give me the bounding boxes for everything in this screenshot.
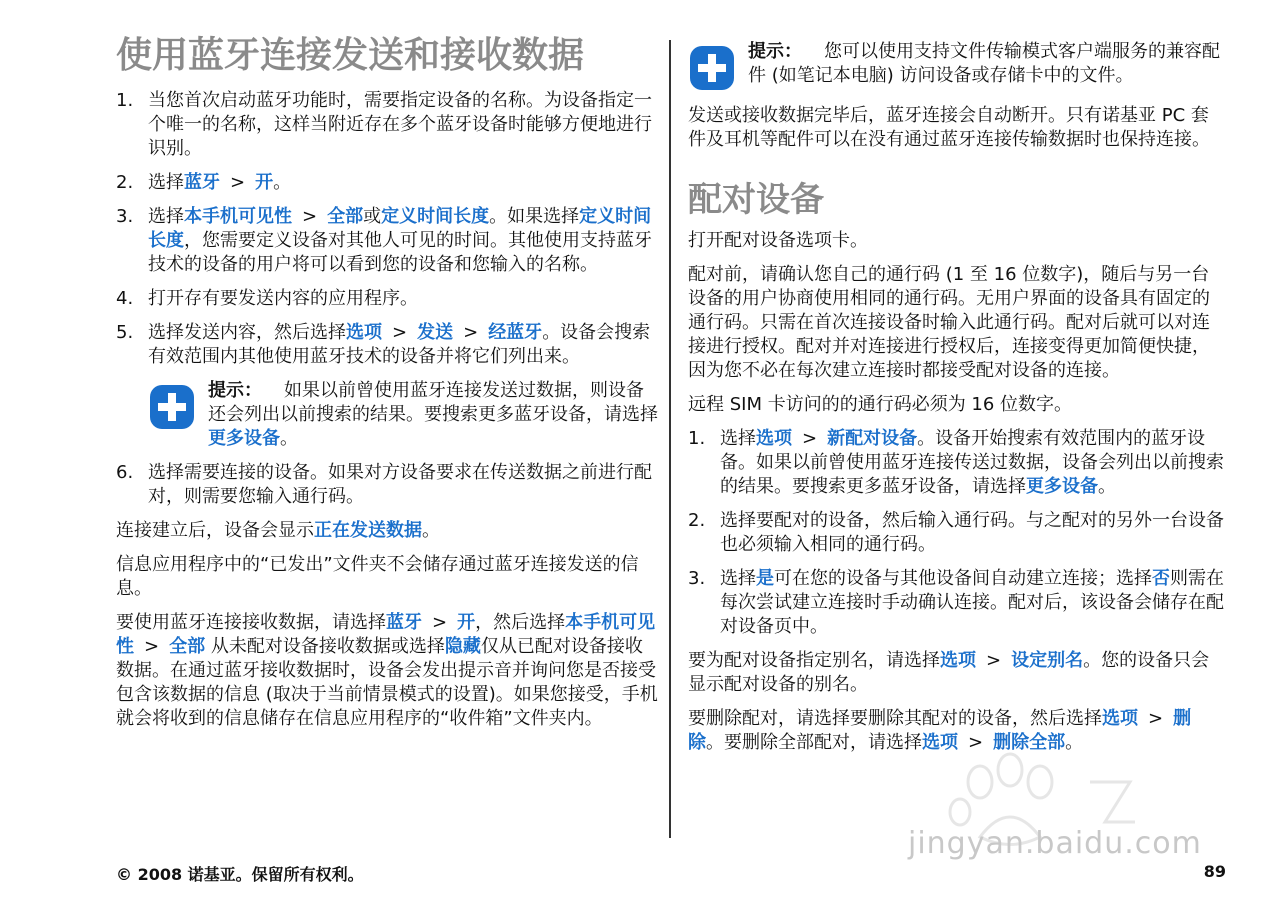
menu-link-options-2: 选项 [940,649,976,671]
tip-box-left: 提示： 如果以前曾使用蓝牙连接发送过数据，则设备还会列出以前搜索的结果。要搜索更多蓝牙设备，请选择更多设备。 [148,379,658,451]
menu-link-options-3: 选项 [1102,707,1138,729]
menu-link-options: 选项 [346,322,382,344]
menu-link-define-period: 定义时间长度 [381,206,490,228]
menu-link-bluetooth-2: 蓝牙 [386,612,422,634]
menu-link-options-4: 选项 [922,731,958,753]
paragraph-passcode: 配对前，请确认您自己的通行码 (1 至 16 位数字)，随后与另一台设备的用户协商使用相同的通行码。无用户界面的设备具有固定的通行码。只需在首次连接设备时输入此通行码。配对后就可以对连接进行授权。配对并对连接进行授权后，连接变得更加简便快捷，因为您不必在每次建立连接时都接受配对设备的连接。 [688,263,1210,381]
pair-step-1: 1. 选择选项 > 新配对设备。设备开始搜索有效范围内的蓝牙设备。如果以前曾使用蓝牙连接传送过数据，设备会列出以前搜索的结果。要搜索更多蓝牙设备，请选择更多设备。 [688,427,1224,497]
right-column [688,38,1226,765]
paragraph-sent-folder: 信息应用程序中的“已发出”文件夹不会储存通过蓝牙连接发送的信息。 [116,554,639,600]
footer-copyright: © 2008 诺基亚。保留所有权利。 [116,865,364,884]
menu-link-more-devices: 更多设备 [208,428,280,450]
step-1: 1. 当您首次启动蓝牙功能时，需要指定设备的名称。为设备指定一个唯一的名称，这样当附近存在多个蓝牙设备时能够方便地进行识别。 [116,90,652,160]
menu-link-delete: 删除 [688,707,1192,753]
column-divider [669,40,671,838]
paragraph-delete-pairing: 要删除配对，请选择要删除其配对的设备，然后选择选项 > 删除。要删除全部配对，请选择选项 > 删除全部。 [688,707,1192,753]
menu-link-set-alias: 设定别名 [1011,649,1084,671]
menu-link-phone-visibility-2: 本手机可见性 [116,612,656,658]
menu-link-hidden: 隐藏 [444,636,481,658]
option-no: 否 [1152,567,1170,589]
tip-plus-icon [148,383,196,431]
tip-plus-icon [688,44,736,92]
tip-label: 提示： [208,380,262,402]
menu-link-phone-visibility: 本手机可见性 [184,206,292,228]
left-column [116,34,658,741]
menu-link-on: 开 [255,172,274,194]
page-number: 89 [1203,862,1226,881]
menu-link-options: 选项 [756,427,792,449]
menu-link-all: 全部 [327,206,364,228]
status-sending-data: 正在发送数据 [314,520,422,542]
menu-link-all-2: 全部 [169,636,206,658]
watermark-text: jingyan.baidu.com [908,826,1202,861]
menu-link-on-2: 开 [457,612,476,634]
step-3: 3. 选择本手机可见性 > 全部或定义时间长度。如果选择定义时间长度，您需要定义设备对其他人可见的时间。其他使用支持蓝牙技术的设备的用户将可以看到您的设备和您输入的名称。 [116,206,652,276]
paragraph-alias: 要为配对设备指定别名，请选择选项 > 设定别名。您的设备只会显示配对设备的别名。 [688,649,1210,695]
menu-link-more-devices-2: 更多设备 [1026,475,1098,497]
paragraph-auto-disconnect: 发送或接收数据完毕后，蓝牙连接会自动断开。只有诺基亚 PC 套件及耳机等配件可以在没有通过蓝牙连接传输数据时也保持连接。 [688,105,1210,150]
menu-link-via-bluetooth: 经蓝牙 [488,322,543,344]
menu-link-delete-all: 删除全部 [993,731,1066,753]
paragraph-receive-data: 要使用蓝牙连接接收数据，请选择蓝牙 > 开，然后选择本手机可见性 > 全部 从未配对设备接收数据或选择隐藏仅从已配对设备接收数据。在通过蓝牙接收数据时，设备会发出提示音并询问您是否接受包含该数据的信息 (取决于当前情景模式的设置)。如果您接受，手机就会将收到的信息储存在信息应用程序的“收件箱”文件夹内。 [116,612,658,730]
tip-label: 提示： [748,41,802,62]
step-4: 4. 打开存有要发送内容的应用程序。 [116,288,418,310]
paragraph-sending-data: 连接建立后，设备会显示正在发送数据。 [116,520,440,542]
tip-box-right: 提示： 您可以使用支持文件传输模式客户端服务的兼容配件 (如笔记本电脑) 访问设备或存储卡中的文件。 [688,40,1226,92]
step-5: 5. 选择发送内容，然后选择选项 > 发送 > 经蓝牙。设备会搜索有效范围内其他使用蓝牙技术的设备并将它们列出来。 [116,322,651,368]
option-yes: 是 [756,567,774,589]
menu-link-bluetooth: 蓝牙 [184,172,220,194]
paragraph-sim-passcode: 远程 SIM 卡访问的的通行码必须为 16 位数字。 [688,393,1073,415]
pair-step-2: 2. 选择要配对的设备，然后输入通行码。与之配对的另外一台设备也必须输入相同的通行码。 [688,509,1224,555]
menu-link-send: 发送 [417,322,454,344]
section-title-bluetooth-transfer: 使用蓝牙连接发送和接收数据 [116,35,585,76]
pair-step-3: 3. 选择是可在您的设备与其他设备间自动建立连接；选择否则需在每次尝试建立连接时手动确认连接。配对后，该设备会储存在配对设备页中。 [688,567,1224,637]
menu-link-define-period-2: 定义时间长度 [148,206,652,252]
step-2: 2. 选择蓝牙 > 开。 [116,172,292,194]
paragraph-open-tab: 打开配对设备选项卡。 [688,229,868,251]
section-title-pair-devices: 配对设备 [688,180,824,220]
step-6: 6. 选择需要连接的设备。如果对方设备要求在传送数据之前进行配对，则需要您输入通行码。 [116,462,652,508]
menu-link-new-paired-device: 新配对设备 [827,427,918,449]
